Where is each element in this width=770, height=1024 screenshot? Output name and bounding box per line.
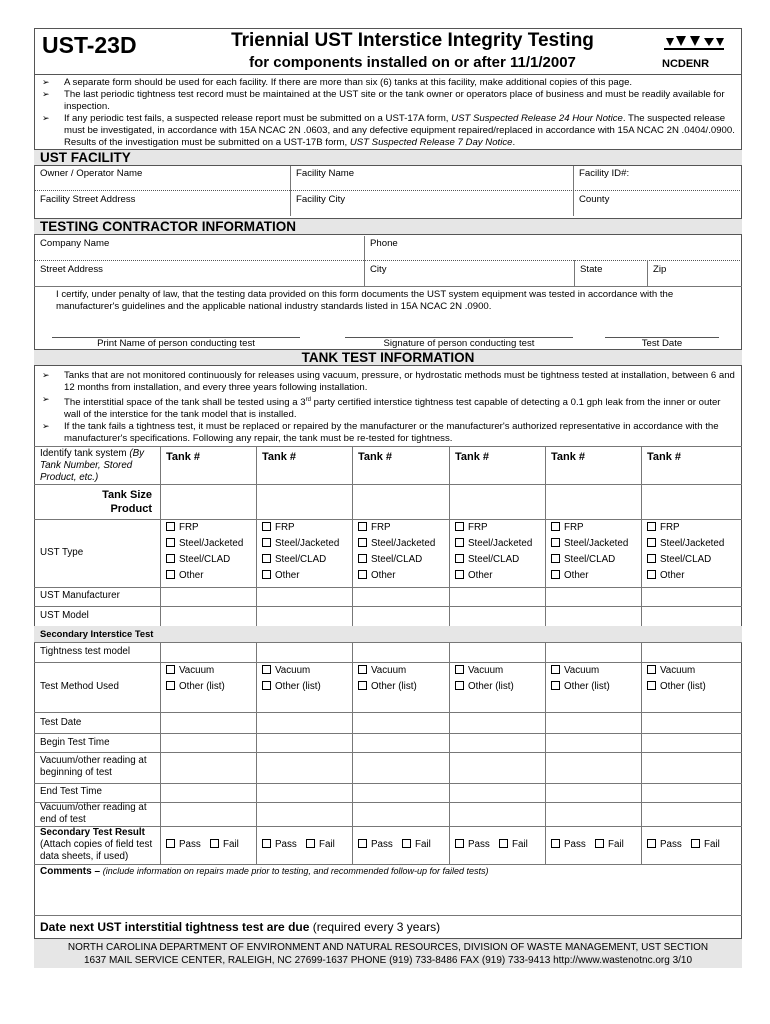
checkbox-icon[interactable] (647, 839, 656, 848)
checkbox-icon[interactable] (306, 839, 315, 848)
facility-section-heading: UST FACILITY (34, 149, 742, 166)
tank-6-type-other[interactable]: Other (647, 570, 685, 581)
ust-type-label: UST Type (40, 547, 84, 558)
tank-3-type-steel-clad[interactable]: Steel/CLAD (358, 554, 422, 565)
checkbox-icon[interactable] (551, 665, 560, 674)
tank-3-type-other[interactable]: Other (358, 570, 396, 581)
checkbox-icon[interactable] (551, 570, 560, 579)
checkbox-icon[interactable] (647, 538, 656, 547)
state-label: State (580, 264, 603, 275)
comments-label: Comments – (include information on repairs made prior to testing, and recommended follow-up for failed tests) (40, 866, 489, 877)
tank-4-type-steel-jacketed[interactable]: Steel/Jacketed (455, 538, 532, 549)
vacuum-end-label: Vacuum/other reading at end of test (40, 802, 147, 825)
footer-line-2: 1637 MAIL SERVICE CENTER, RALEIGH, NC 27699-1637 PHONE (919) 733-8486 FAX (919) 733-9413 http://www.wastenotnc.org 3/10 (83, 955, 693, 966)
tank-4-fail[interactable]: Fail (499, 839, 528, 850)
tank-1-pass[interactable]: Pass (166, 839, 201, 850)
tank-bullet-1: ➢ Tanks that are not monitored continuously for releases using vacuum, pressure, or hydrostatic methods must be tightness tested at installation, between 6 and 12 months from installation, and every three years following installation. (40, 370, 738, 394)
tank-2-type-frp[interactable]: FRP (262, 522, 295, 533)
intro-bullet-3: ➢ If any periodic test fails, a suspected release report must be submitted on a UST-17A form, UST Suspected Release 24 Hour Notice. The suspected release must be investigated, in accordance with 15A NCAC 2N .0603, and any defective equipment repaired/replaced in accordance with 15A NCAC 2N .0404/.0900. Results of the investigation must be submitted on a UST-17B form, UST Suspected Release 7 Day Notice. (40, 113, 738, 149)
begin-time-label: Begin Test Time (40, 737, 110, 748)
checkbox-icon[interactable] (647, 665, 656, 674)
tank-4-method-other-list-[interactable]: Other (list) (455, 681, 514, 692)
tightness-model-label: Tightness test model (40, 646, 131, 657)
tank-size-product-label: Tank Size Product (102, 489, 152, 515)
tank-bullet-3: ➢ If the tank fails a tightness test, it must be replaced or repaired by the manufacturer or the manufacturer's authorized representative in accordance with the manufacturer's specifications. Following any repair, the tank must be re-tested for tightness. (40, 421, 738, 445)
checkbox-icon[interactable] (262, 570, 271, 579)
test-date-signature-label: Test Date (641, 338, 683, 349)
tank-6-method-other-list-[interactable]: Other (list) (647, 681, 706, 692)
tank-1-type-frp[interactable]: FRP (166, 522, 199, 533)
header-divider (34, 74, 742, 75)
company-name-label: Company Name (40, 238, 110, 249)
tank-6-method-vacuum[interactable]: Vacuum (647, 665, 695, 676)
facility-id-label: Facility ID#: (579, 168, 630, 179)
certification-text: I certify, under penalty of law, that the testing data provided on this form documents the UST system equipment was tested in accordance with the manufacturer's guidelines and the applicable national industry standards listed in 15A NCAC 2N .0900. (56, 289, 674, 312)
tank-5-type-frp[interactable]: FRP (551, 522, 584, 533)
form-subtitle: for components installed on or after 11/1/2007 (249, 54, 576, 71)
test-result-label: Secondary Test Result (Attach copies of field test data sheets, if used) (40, 827, 153, 862)
intro-bullet-1: ➢ A separate form should be used for each facility. If there are more than six (6) tanks at this facility, make additional copies of this page. (40, 77, 738, 89)
zip-label: Zip (653, 264, 667, 275)
tank-4-method-vacuum[interactable]: Vacuum (455, 665, 503, 676)
checkbox-icon[interactable] (499, 839, 508, 848)
tank-5-pass[interactable]: Pass (551, 839, 586, 850)
tank-2-pass[interactable]: Pass (262, 839, 297, 850)
checkbox-icon[interactable] (166, 839, 175, 848)
checkbox-icon[interactable] (358, 839, 367, 848)
tank-2-fail[interactable]: Fail (306, 839, 335, 850)
tank-6-header: Tank # (647, 451, 682, 463)
checkbox-icon[interactable] (210, 839, 219, 848)
checkbox-icon[interactable] (455, 570, 464, 579)
tank-4-type-frp[interactable]: FRP (455, 522, 488, 533)
checkbox-icon[interactable] (455, 839, 464, 848)
footer-line-1: NORTH CAROLINA DEPARTMENT OF ENVIRONMENT AND NATURAL RESOURCES, DIVISION OF WASTE MANAGEMENT, UST SECTION (67, 942, 709, 953)
checkbox-icon[interactable] (358, 681, 367, 690)
tank-bullet-2: ➢ The interstitial space of the tank shall be tested using a 3rd party certified interstice tightness test capable of detecting a 0.1 gph leak from the inner or outer wall of the interstice for the tank model that is installed. (40, 394, 738, 421)
tank-2-method-vacuum[interactable]: Vacuum (262, 665, 310, 676)
tank-5-type-other[interactable]: Other (551, 570, 589, 581)
ust-model-label: UST Model (40, 610, 89, 621)
checkbox-icon[interactable] (358, 538, 367, 547)
test-date-label: Test Date (40, 717, 82, 728)
footer (34, 938, 742, 968)
print-name-label: Print Name of person conducting test (97, 338, 255, 349)
checkbox-icon[interactable] (647, 681, 656, 690)
end-time-label: End Test Time (40, 786, 102, 797)
tank-4-header: Tank # (455, 451, 490, 463)
checkbox-icon[interactable] (262, 681, 271, 690)
tank-1-method-other-list-[interactable]: Other (list) (166, 681, 225, 692)
form-title: Triennial UST Interstice Integrity Testing (231, 30, 594, 51)
ncdenr-logo-text: NCDENR (662, 58, 710, 70)
identify-tank-label: Identify tank system (By Tank Number, Stored Product, etc.) (40, 448, 145, 483)
facility-street-label: Facility Street Address (40, 194, 136, 205)
contractor-section-heading: TESTING CONTRACTOR INFORMATION (34, 218, 742, 235)
checkbox-icon[interactable] (647, 522, 656, 531)
tank-section-heading: TANK TEST INFORMATION (34, 349, 742, 366)
checkbox-icon[interactable] (262, 839, 271, 848)
checkbox-icon[interactable] (455, 522, 464, 531)
checkbox-icon[interactable] (166, 570, 175, 579)
county-label: County (579, 194, 610, 205)
form-code: UST-23D (42, 32, 137, 58)
checkbox-icon[interactable] (262, 522, 271, 531)
checkbox-icon[interactable] (358, 665, 367, 674)
tank-2-type-other[interactable]: Other (262, 570, 300, 581)
tank-3-type-frp[interactable]: FRP (358, 522, 391, 533)
next-test-due-label: Date next UST interstitial tightness test are due (required every 3 years) (40, 920, 441, 934)
checkbox-icon[interactable] (455, 665, 464, 674)
checkbox-icon[interactable] (455, 538, 464, 547)
checkbox-icon[interactable] (358, 554, 367, 563)
tank-5-type-steel-clad[interactable]: Steel/CLAD (551, 554, 615, 565)
tank-5-header: Tank # (551, 451, 586, 463)
tank-1-type-other[interactable]: Other (166, 570, 204, 581)
tank-5-method-vacuum[interactable]: Vacuum (551, 665, 599, 676)
tank-4-pass[interactable]: Pass (455, 839, 490, 850)
tank-6-type-steel-jacketed[interactable]: Steel/Jacketed (647, 538, 724, 549)
tank-2-type-steel-jacketed[interactable]: Steel/Jacketed (262, 538, 339, 549)
intro-bullets (40, 77, 738, 149)
checkbox-icon[interactable] (358, 522, 367, 531)
checkbox-icon[interactable] (262, 665, 271, 674)
tank-5-method-other-list-[interactable]: Other (list) (551, 681, 610, 692)
checkbox-icon[interactable] (455, 681, 464, 690)
ust-manufacturer-label: UST Manufacturer (40, 590, 120, 601)
tank-1-type-steel-clad[interactable]: Steel/CLAD (166, 554, 230, 565)
tank-1-type-steel-jacketed[interactable]: Steel/Jacketed (166, 538, 243, 549)
phone-label: Phone (370, 238, 398, 249)
checkbox-icon[interactable] (166, 681, 175, 690)
checkbox-icon[interactable] (551, 554, 560, 563)
checkbox-icon[interactable] (551, 522, 560, 531)
tank-2-header: Tank # (262, 451, 297, 463)
tank-3-type-steel-jacketed[interactable]: Steel/Jacketed (358, 538, 435, 549)
tank-3-method-vacuum[interactable]: Vacuum (358, 665, 406, 676)
tank-3-pass[interactable]: Pass (358, 839, 393, 850)
vacuum-begin-label: Vacuum/other reading at beginning of test (40, 755, 147, 778)
tank-5-fail[interactable]: Fail (595, 839, 624, 850)
tank-1-method-vacuum[interactable]: Vacuum (166, 665, 214, 676)
checkbox-icon[interactable] (595, 839, 604, 848)
checkbox-icon[interactable] (647, 570, 656, 579)
secondary-interstice-heading: Secondary Interstice Test (40, 628, 154, 639)
tank-2-method-other-list-[interactable]: Other (list) (262, 681, 321, 692)
checkbox-icon[interactable] (551, 839, 560, 848)
tank-3-method-other-list-[interactable]: Other (list) (358, 681, 417, 692)
checkbox-icon[interactable] (358, 570, 367, 579)
checkbox-icon[interactable] (262, 554, 271, 563)
tank-2-type-steel-clad[interactable]: Steel/CLAD (262, 554, 326, 565)
tank-6-fail[interactable]: Fail (691, 839, 720, 850)
checkbox-icon[interactable] (262, 538, 271, 547)
tank-6-type-steel-clad[interactable]: Steel/CLAD (647, 554, 711, 565)
tank-4-type-steel-clad[interactable]: Steel/CLAD (455, 554, 519, 565)
tank-3-header: Tank # (358, 451, 393, 463)
contractor-street-label: Street Address (40, 264, 103, 275)
checkbox-icon[interactable] (647, 554, 656, 563)
tank-4-type-other[interactable]: Other (455, 570, 493, 581)
checkbox-icon[interactable] (402, 839, 411, 848)
tank-6-type-frp[interactable]: FRP (647, 522, 680, 533)
tank-1-fail[interactable]: Fail (210, 839, 239, 850)
tank-3-fail[interactable]: Fail (402, 839, 431, 850)
tank-5-type-steel-jacketed[interactable]: Steel/Jacketed (551, 538, 628, 549)
contractor-city-label: City (370, 264, 387, 275)
test-method-label: Test Method Used (40, 681, 119, 692)
checkbox-icon[interactable] (455, 554, 464, 563)
checkbox-icon[interactable] (166, 522, 175, 531)
checkbox-icon[interactable] (551, 681, 560, 690)
tank-1-header: Tank # (166, 451, 201, 463)
checkbox-icon[interactable] (166, 538, 175, 547)
checkbox-icon[interactable] (551, 538, 560, 547)
facility-city-label: Facility City (296, 194, 346, 205)
checkbox-icon[interactable] (166, 554, 175, 563)
signature-label: Signature of person conducting test (383, 338, 535, 349)
tank-bullets (40, 370, 738, 445)
owner-operator-label: Owner / Operator Name (40, 168, 143, 179)
tank-6-pass[interactable]: Pass (647, 839, 682, 850)
checkbox-icon[interactable] (166, 665, 175, 674)
intro-bullet-2: ➢ The last periodic tightness test record must be maintained at the UST site or the tank owner or operators place of business and must be readily available for inspection. (40, 89, 738, 113)
facility-name-label: Facility Name (296, 168, 355, 179)
checkbox-icon[interactable] (691, 839, 700, 848)
